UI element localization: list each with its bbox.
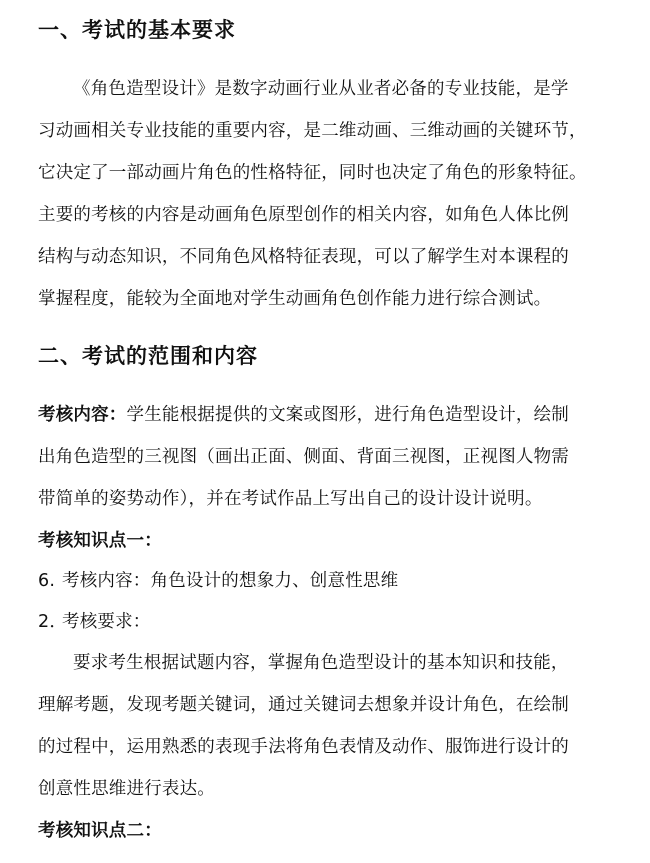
section1-line-5: 结构与动态知识，不同角色风格特征表现，可以了解学生对本课程的 (38, 247, 569, 267)
content-paragraph-line-1 (38, 402, 569, 428)
list-item-2 (38, 609, 151, 635)
requirement-line-3: 的过程中，运用熟悉的表现手法将角色表情及动作、服饰进行设计的 (38, 737, 569, 757)
section2-heading: 二、考试的范围和内容 (38, 344, 258, 368)
requirement-line-1: 要求考生根据试题内容，掌握角色造型设计的基本知识和技能， (73, 653, 569, 673)
section1-line-2: 习动画相关专业技能的重要内容，是二维动画、三维动画的关键环节， (38, 121, 587, 141)
requirement-line-4: 创意性思维进行表达。 (38, 779, 215, 799)
list-text-2: 考核要求： (62, 612, 151, 632)
section1-line-3: 它决定了一部动画片角色的性格特征，同时也决定了角色的形象特征。 (38, 163, 587, 183)
list-item-1 (38, 568, 398, 594)
list-number-2: 2． (38, 612, 68, 632)
content-paragraph-line-2: 出角色造型的三视图（画出正面、侧面、背面三视图，正视图人物需 (38, 447, 569, 467)
requirement-line-2: 理解考题，发现考题关键词，通过关键词去想象并设计角色，在绘制 (38, 695, 569, 715)
content-text: 学生能根据提供的文案或图形，进行角色造型设计，绘制 (126, 405, 569, 425)
content-paragraph-line-3: 带简单的姿势动作），并在考试作品上写出自己的设计设计说明。 (38, 489, 543, 509)
list-text-1: 考核内容：角色设计的想象力、创意性思维 (62, 571, 399, 591)
section1-line-6: 掌握程度，能较为全面地对学生动画角色创作能力进行综合测试。 (38, 289, 552, 309)
section1-line-1: 《角色造型设计》是数字动画行业从业者必备的专业技能，是学 (73, 79, 569, 99)
list-number-1: 6. (38, 571, 56, 591)
content-label: 考核内容： (38, 405, 127, 425)
section1-heading: 一、考试的基本要求 (38, 18, 236, 42)
knowledge-point-2-title: 考核知识点二： (38, 821, 162, 841)
section1-line-4: 主要的考核的内容是动画角色原型创作的相关内容，如角色人体比例 (38, 205, 569, 225)
knowledge-point-1-title: 考核知识点一： (38, 531, 162, 551)
